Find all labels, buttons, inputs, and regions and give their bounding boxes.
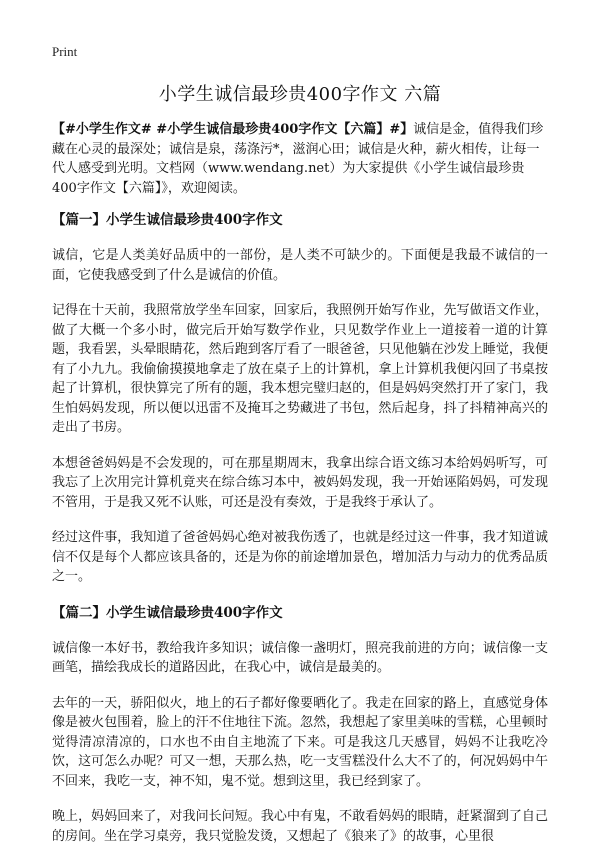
paragraph: 诚信，它是人类美好品质中的一部份，是人类不可缺少的。下面便是我最不诚信的一面，它使我感受到了什么是诚信的价值。 — [52, 248, 548, 283]
intro-paragraph — [52, 120, 548, 198]
paragraph: 诚信像一本好书，教给我许多知识；诚信像一盏明灯，照亮我前进的方向；诚信像一支画笔，描绘我成长的道路因此，在我心中，诚信是最美的。 — [52, 640, 548, 675]
paragraph: 本想爸爸妈妈是不会发现的，可在那星期周末，我拿出综合语文练习本给妈妈听写，可我忘了上次用完计算机竟夹在综合练习本中，被妈妈发现，我一开始诬陷妈妈，可发现不管用，于是我又死不认账，可还是没有奏效，于是我终于承认了。 — [52, 455, 548, 510]
intro-text: 诚信是金，值得我们珍藏在心灵的最深处；诚信是泉，荡涤污*，滋润心田；诚信是火种，薪火相传，让每一代人感受到光明。文档网（www.wendang.net）为大家提供《小学生诚信最珍贵400字作文【六篇】》，欢迎阅读。 — [52, 122, 544, 196]
section-heading-2: 【篇二】小学生诚信最珍贵400字作文 — [52, 604, 283, 621]
section-heading-1: 【篇一】小学生诚信最珍贵400字作文 — [52, 212, 283, 228]
intro-lead: 【#小学生作文# #小学生诚信最珍贵400字作文【六篇】#】 — [52, 122, 414, 137]
print-label: Print — [52, 44, 78, 59]
article-body — [52, 120, 548, 862]
paragraph: 晚上，妈妈回来了，对我问长问短。我心中有鬼，不敢看妈妈的眼睛，赶紧溜到了自己的房间。坐在学习桌旁，我只觉脸发烫，又想起了《狼来了》的故事，心里很 — [52, 809, 548, 844]
paragraph: 去年的一天，骄阳似火，地上的石子都好像要晒化了。我走在回家的路上，直感觉身体像是被火包围着，脸上的汗不住地往下流。忽然，我想起了家里美味的雪糕，心里顿时觉得清凉清凉的，口水也不由自主地流了下来。可是我这几天感冒，妈妈不让我吃冷饮，这可怎么办呢？可又一想，天那么热，吃一支雪糕没什么大不了的，何况妈妈中午不回来，我吃一支，神不知，鬼不觉。想到这里，我已经到家了。 — [52, 695, 548, 789]
page-title: 小学生诚信最珍贵400字作文 六篇 — [158, 84, 442, 105]
paragraph: 记得在十天前，我照常放学坐车回家，回家后，我照例开始写作业，先写做语文作业，做了大概一个多小时，做完后开始写数学作业，只见数学作业上一道接着一道的计算题，我看罢，头晕眼睛花，然后跑到客厅看了一眼爸爸，只见他躺在沙发上睡觉，我便有了小九九。我偷偷摸摸地拿走了放在桌子上的计算机，拿上计算机我便闪回了书桌按起了计算机，很快算完了所有的题，我本想完璧归赵的，但是妈妈突然打开了家门，我生怕妈妈发现，所以便以迅雷不及掩耳之势藏进了书包，然后起身，抖了抖精神高兴的走出了书房。 — [52, 303, 548, 435]
paragraph: 经过这件事，我知道了爸爸妈妈心绝对被我伤透了，也就是经过这一件事，我才知道诚信不仅是每个人都应该具备的，还是为你的前途增加景色，增加活力与动力的优秀品质之一。 — [52, 530, 548, 584]
